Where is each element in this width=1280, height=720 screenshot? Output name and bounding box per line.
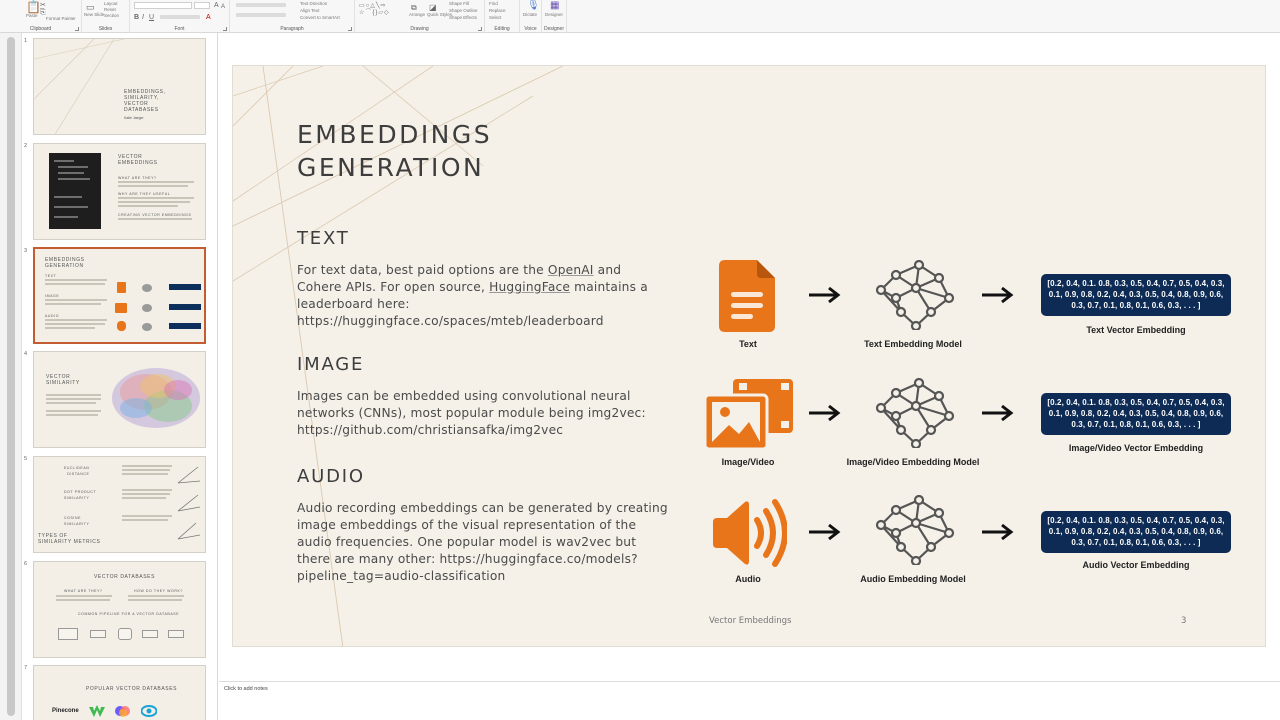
slide-thumbnail-2[interactable] <box>33 143 206 240</box>
thumb-model-icon <box>142 323 152 331</box>
thumb-text-line <box>46 398 101 400</box>
row-audio-model-label: Audio Embedding Model <box>860 574 966 584</box>
shapes-gallery-row2-icon[interactable]: ☆⌒{}▱◇ <box>359 10 390 16</box>
thumb-label: AUDIO <box>45 314 60 318</box>
designer-icon[interactable]: ▦ <box>550 0 560 11</box>
thumb-label: EUCLIDEAN DISTANCE <box>64 466 90 476</box>
ribbon <box>0 0 1280 33</box>
thumb-deco-lines <box>34 39 206 135</box>
format-painter-button[interactable]: Format Painter <box>46 16 76 21</box>
openai-link[interactable]: OpenAI <box>547 263 594 277</box>
notes-placeholder[interactable]: Click to add notes <box>224 686 268 692</box>
quick-styles-button[interactable]: Quick Styles <box>427 12 453 17</box>
slide-title-line2: GENERATION <box>297 153 485 182</box>
font-name-field[interactable] <box>134 2 192 9</box>
thumb-text-line <box>45 299 107 301</box>
clipboard-group <box>0 0 82 33</box>
text-body-part: and <box>593 263 622 277</box>
colorful-logo-icon <box>115 705 131 717</box>
copy-icon[interactable]: ⎘ <box>40 9 46 16</box>
pinecone-logo: Pinecone <box>52 708 79 714</box>
text-body-part: Cohere <box>297 280 342 294</box>
thumb-text-line <box>118 185 188 187</box>
thumb-label: CREATING VECTOR EMBEDDINGS <box>118 213 192 217</box>
thumb-pipeline-box <box>142 630 158 638</box>
slide-thumbnail-6[interactable] <box>33 561 206 658</box>
thumb-title: TYPES OF SIMILARITY METRICS <box>38 533 101 545</box>
arrange-button[interactable]: Arrange <box>409 12 426 17</box>
thumb-vector-box <box>169 284 201 290</box>
row-audio-input-label: Audio <box>735 574 761 584</box>
thumb-text-line <box>118 197 194 199</box>
huggingface-link[interactable]: HuggingFace <box>489 280 571 294</box>
thumb-subtitle: Katie Jaeger <box>124 116 144 120</box>
thumb-title: EMBEDDINGS, SIMILARITY, VECTOR DATABASES <box>124 89 166 113</box>
thumb-text-line <box>45 319 107 321</box>
scrollbar-thumb[interactable] <box>7 37 15 716</box>
reset-button[interactable]: Reset <box>104 7 116 12</box>
thumb-vector-box <box>169 304 201 310</box>
thumb-code-line <box>54 196 82 198</box>
layout-button[interactable]: Layout <box>104 1 118 6</box>
thumb-label: WHAT ARE THEY? <box>64 589 103 593</box>
paragraph-label: Paragraph <box>280 26 304 32</box>
font-launcher-icon[interactable] <box>223 27 227 31</box>
thumb-label: COMMON PIPELINE FOR A VECTOR DATABASE <box>78 612 180 616</box>
thumb-title: EMBEDDINGS GENERATION <box>45 257 85 269</box>
thumb-text-icon <box>117 282 126 293</box>
text-heading[interactable]: TEXT <box>297 228 350 249</box>
thumb-text-line <box>122 519 168 521</box>
thumb-title: VECTOR EMBEDDINGS <box>118 154 158 166</box>
slide-thumbnail-7[interactable] <box>33 665 206 720</box>
thumb-model-icon <box>142 304 152 312</box>
thumb-code-panel <box>49 153 101 229</box>
thumb-text-line <box>122 493 170 495</box>
image-video-icon[interactable] <box>703 377 795 451</box>
microphone-icon[interactable]: 🎙 <box>527 0 540 11</box>
slide-thumbnail-5[interactable] <box>33 456 206 553</box>
thumb-number: 1 <box>24 38 28 44</box>
voice-group <box>520 0 542 33</box>
font-group <box>130 0 230 33</box>
replace-button[interactable]: Replace <box>489 8 506 13</box>
slide-title-line1: EMBEDDINGS <box>297 120 493 149</box>
arrow-right-icon <box>807 523 843 541</box>
text-body-part: For text data, best paid options are the <box>297 263 548 277</box>
eye-logo-icon <box>141 705 157 717</box>
thumb-text-line <box>45 303 101 305</box>
slide-thumbnail-4[interactable] <box>33 351 206 448</box>
arrange-icon[interactable]: ⧉ <box>411 3 417 12</box>
paste-button[interactable]: Paste <box>26 13 38 18</box>
thumb-text-line <box>122 497 166 499</box>
thumb-number: 7 <box>24 665 28 671</box>
neural-network-icon <box>871 378 955 448</box>
slide-page-number[interactable]: 3 <box>1181 616 1187 626</box>
arrow-right-icon <box>980 523 1016 541</box>
thumb-code-line <box>54 206 88 208</box>
thumb-label: TEXT <box>45 274 57 278</box>
thumb-text-line <box>118 205 178 207</box>
thumb-logos <box>52 705 157 717</box>
drawing-launcher-icon[interactable] <box>478 27 482 31</box>
audio-body[interactable]: Audio recording embeddings can be generated by creating image embeddings of the visual representation of the audio frequencies. One popular model is wav2vec but there are many other: https://huggingface.co/models?pipeline_tag=audio-classification <box>297 501 668 583</box>
slide-footer[interactable]: Vector Embeddings <box>709 616 792 626</box>
thumb-text-line <box>46 402 96 404</box>
slides-group <box>82 0 130 33</box>
section-button[interactable]: Section <box>104 13 120 18</box>
thumb-model-icon <box>142 284 152 292</box>
thumb-text-line <box>45 327 95 329</box>
select-button[interactable]: Select <box>489 15 502 20</box>
thumb-number: 3 <box>24 248 28 254</box>
thumb-pipeline-box <box>58 628 78 640</box>
thumb-pipeline-box <box>118 628 132 640</box>
thumb-label: COSINE SIMILARITY <box>64 516 90 526</box>
drawing-group <box>355 0 485 33</box>
quick-styles-icon[interactable]: ◪ <box>429 3 437 12</box>
thumb-text-line <box>128 595 184 597</box>
image-vector-box: [0.2, 0.4, 0.1. 0.8, 0.3, 0.5, 0.4, 0.7, 0.5, 0.4, 0.3, 0.1, 0.9, 0.8, 0.2, 0.4, 0.3, 0.5, 0.4, 0.8, 0.9, 0.6, 0.3, 0.7, 0.1, 0.8, 0.1, 0.6, 0.3, . . . ] <box>1041 393 1231 435</box>
row-audio-output-label: Audio Vector Embedding <box>1082 560 1190 570</box>
weaviate-logo-icon <box>89 705 105 717</box>
shapes-gallery-icon[interactable]: ▭○△╲⇨ <box>359 3 387 9</box>
thumb-audio-icon <box>117 321 126 331</box>
clipboard-launcher-icon[interactable] <box>75 27 79 31</box>
font-color-icon[interactable]: A <box>206 14 211 21</box>
thumb-code-line <box>58 178 90 180</box>
slide-thumbnail-3[interactable] <box>33 247 206 344</box>
thumb-code-line <box>54 160 74 162</box>
arrow-right-icon <box>807 286 843 304</box>
thumb-title: VECTOR SIMILARITY <box>46 374 80 386</box>
text-vector-box: [0.2, 0.4, 0.1. 0.8, 0.3, 0.5, 0.4, 0.7, 0.5, 0.4, 0.3, 0.1, 0.9, 0.8, 0.2, 0.4, 0.3, 0.5, 0.4, 0.8, 0.9, 0.6, 0.3, 0.7, 0.1, 0.8, 0.1, 0.6, 0.3, . . . ] <box>1041 274 1231 316</box>
notes-pane[interactable] <box>219 681 1280 720</box>
convert-smartart-button[interactable]: Convert to SmartArt <box>300 15 340 20</box>
thumb-pipeline-box <box>90 630 106 638</box>
row-text-input-label: Text <box>739 339 757 349</box>
dictate-button[interactable]: Dictate <box>523 12 538 17</box>
clipboard-label: Clipboard <box>29 26 52 32</box>
thumb-text-line <box>118 181 194 183</box>
thumb-number: 6 <box>24 561 28 567</box>
slides-label: Slides <box>98 26 113 32</box>
current-slide[interactable] <box>232 65 1266 647</box>
shape-outline-button[interactable]: Shape Outline <box>449 8 478 13</box>
thumb-text-line <box>56 595 112 597</box>
row-image-model-label: Image/Video Embedding Model <box>846 457 980 467</box>
paste-icon[interactable]: 📋 <box>26 0 41 14</box>
text-direction-button[interactable]: Text Direction <box>300 1 328 6</box>
thumb-text-line <box>45 323 105 325</box>
arrow-right-icon <box>980 286 1016 304</box>
thumb-text-line <box>128 599 182 601</box>
slide-title[interactable] <box>297 118 492 184</box>
thumb-label: HOW DO THEY WORK? <box>134 589 183 593</box>
align-text-button[interactable]: Align Text <box>300 8 320 13</box>
thumb-text-line <box>45 283 105 285</box>
thumb-text-line <box>45 279 107 281</box>
audio-vector-box: [0.2, 0.4, 0.1. 0.8, 0.3, 0.5, 0.4, 0.7, 0.5, 0.4, 0.3, 0.1, 0.9, 0.8, 0.2, 0.4, 0.3, 0.5, 0.4, 0.8, 0.9, 0.6, 0.3, 0.7, 0.1, 0.8, 0.1, 0.6, 0.3, . . . ] <box>1041 511 1231 553</box>
find-button[interactable]: Find <box>489 1 498 6</box>
thumb-text-line <box>118 218 192 220</box>
new-slide-icon[interactable]: ▭ <box>86 2 95 12</box>
cut-icon[interactable]: ✂ <box>40 2 46 9</box>
speaker-icon[interactable] <box>709 496 787 570</box>
document-icon[interactable] <box>717 258 779 334</box>
text-body-part: APIs. For open source, <box>341 280 490 294</box>
thumb-text-line <box>122 465 172 467</box>
thumb-text-line <box>122 469 170 471</box>
thumb-text-line <box>46 394 101 396</box>
designer-group <box>542 0 567 33</box>
slide-thumbnail-1[interactable] <box>33 38 206 135</box>
thumb-text-line <box>46 414 98 416</box>
text-body[interactable] <box>297 262 669 330</box>
thumb-code-line <box>54 216 78 218</box>
arrow-right-icon <box>807 404 843 422</box>
align-buttons-row[interactable] <box>236 13 286 17</box>
row-image-output-label: Image/Video Vector Embedding <box>1068 443 1204 453</box>
image-heading[interactable]: IMAGE <box>297 354 365 375</box>
underline-icon[interactable]: U <box>149 14 155 21</box>
bold-icon[interactable]: B <box>134 14 140 21</box>
drawing-label: Drawing <box>410 26 429 32</box>
shape-effects-button[interactable]: Shape Effects <box>449 15 477 20</box>
thumb-text-line <box>122 473 168 475</box>
thumb-number: 5 <box>24 456 28 462</box>
thumb-text-line <box>122 515 172 517</box>
voice-label: Voice <box>524 26 537 32</box>
editing-group <box>485 0 520 33</box>
row-image-input-label: Image/Video <box>721 457 775 467</box>
paragraph-launcher-icon[interactable] <box>348 27 352 31</box>
font-label: Font <box>174 26 185 32</box>
thumb-code-line <box>58 172 84 174</box>
thumb-label: WHY ARE THEY USEFUL <box>118 192 171 196</box>
shape-fill-button[interactable]: Shape Fill <box>449 1 470 6</box>
thumb-text-line <box>46 410 101 412</box>
thumb-vector-box <box>169 323 201 329</box>
thumb-text-line <box>56 599 110 601</box>
neural-network-icon <box>871 260 955 330</box>
shrink-font-icon[interactable]: A <box>221 4 226 10</box>
font-size-field[interactable] <box>194 2 210 9</box>
thumb-title: VECTOR DATABASES <box>94 574 156 580</box>
thumb-text-line <box>122 489 172 491</box>
thumb-title: POPULAR VECTOR DATABASES <box>86 686 178 692</box>
audio-heading[interactable]: AUDIO <box>297 466 365 487</box>
font-effects-row[interactable] <box>160 15 200 19</box>
list-buttons-row[interactable] <box>236 3 286 7</box>
editing-label: Editing <box>494 26 510 32</box>
thumb-label: WHAT ARE THEY? <box>118 176 157 180</box>
slide-thumbnails-pane <box>0 33 218 720</box>
row-text-output-label: Text Vector Embedding <box>1086 325 1186 335</box>
thumb-text-line <box>118 201 190 203</box>
italic-icon[interactable]: I <box>142 14 144 21</box>
row-text-model-label: Text Embedding Model <box>864 339 962 349</box>
thumb-number: 4 <box>24 351 28 357</box>
designer-label: Designer <box>543 26 564 32</box>
thumb-scatter-cloud <box>106 360 206 440</box>
grow-font-icon[interactable]: A <box>214 2 219 9</box>
paragraph-group <box>230 0 355 33</box>
thumb-label: IMAGE <box>45 294 60 298</box>
text-body-part: maintains a leaderboard here: https://huggingface.co/spaces/mteb/leaderboard <box>297 280 648 328</box>
thumb-label: DOT PRODUCT SIMILARITY <box>64 490 97 500</box>
new-slide-button[interactable]: New Slide <box>84 12 105 17</box>
thumb-number: 2 <box>24 143 28 149</box>
designer-button[interactable]: Designer <box>545 12 564 17</box>
thumbnails-scrollbar[interactable] <box>0 33 22 720</box>
thumb-code-line <box>58 166 88 168</box>
image-body[interactable]: Images can be embedded using convolutional neural networks (CNNs), most popular module being img2vec: https://github.com/christiansafka/img2vec <box>297 389 646 437</box>
thumb-metric-diagrams <box>174 461 204 551</box>
arrow-right-icon <box>980 404 1016 422</box>
thumb-pipeline-box <box>168 630 184 638</box>
neural-network-icon <box>871 495 955 565</box>
thumb-image-icon <box>115 303 127 313</box>
